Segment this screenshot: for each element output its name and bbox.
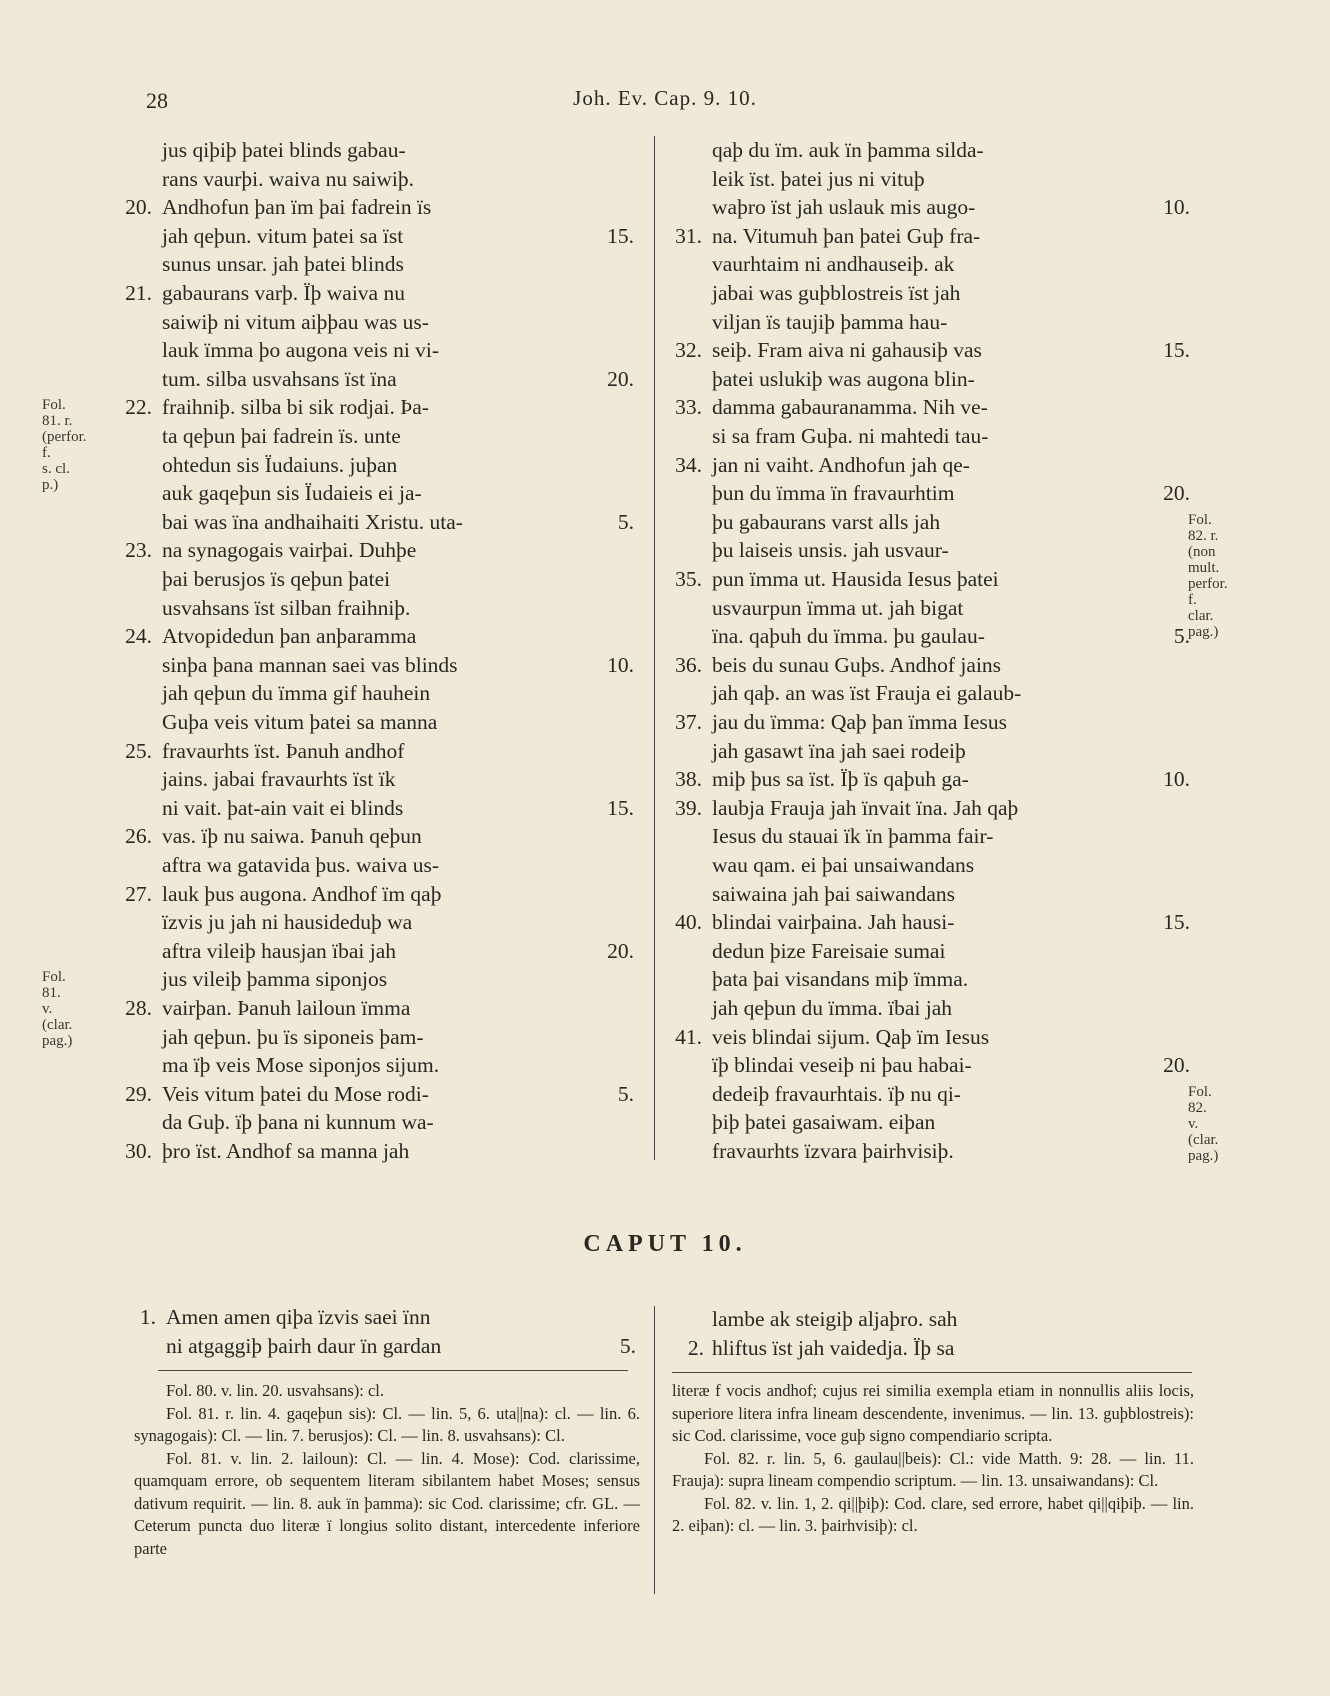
verse-number: 32. (675, 338, 702, 363)
text-line: ni vait. þat-ain vait ei blinds (162, 795, 404, 820)
text-line: damma gabauranamma. Nih ve- (712, 395, 988, 420)
text-line: viljan ïs taujiþ þamma hau- (712, 309, 948, 334)
text-line: ïþ blindai veseiþ ni þau habai- (712, 1053, 972, 1078)
line-number: 20. (1163, 1053, 1190, 1078)
text-line: þatei uslukiþ was augona blin- (712, 366, 975, 391)
line-number: 15. (607, 223, 634, 248)
verse-number: 39. (675, 795, 702, 820)
text-line: dedeiþ fravaurhtais. ïþ nu qi- (712, 1081, 961, 1106)
text-line: þu gabaurans varst alls jah (712, 509, 941, 534)
text-line: ïna. qaþuh du ïmma. þu gaulau- (712, 624, 985, 649)
line-number: 20. (607, 366, 634, 391)
line-number: 15. (1163, 910, 1190, 935)
verse-number: 34. (675, 452, 702, 477)
text-line: miþ þus sa ïst. Ïþ ïs qaþuh ga- (712, 767, 969, 792)
text-line: aftra vileiþ hausjan ïbai jah (162, 938, 397, 963)
text-line: qaþ du ïm. auk ïn þamma silda- (712, 138, 984, 162)
text-line: þata þai visandans miþ ïmma. (712, 967, 969, 992)
text-line: ohtedun sis Ïudaiuns. juþan (162, 452, 398, 477)
text-line: wau qam. ei þai unsaiwandans (712, 853, 975, 877)
text-line: þun du ïmma ïn fravaurhtim (712, 481, 955, 506)
line-number: 20. (607, 938, 634, 963)
line-number: 20. (1163, 481, 1190, 506)
text-line: þiþ þatei gasaiwam. eiþan (712, 1110, 936, 1135)
text-line: jus qiþiþ þatei blinds gabau- (162, 138, 406, 162)
text-line: usvaurpun ïmma ut. jah bigat (712, 595, 964, 620)
apparatus-note: Fol. 82. v. lin. 1, 2. qi||þiþ): Cod. clare, sed errore, habet qi||qiþiþ. — lin. 2. eiþan): cl. — lin. 3. þairhvisiþ): cl. (672, 1493, 1194, 1535)
text-line: jabai was guþblostreis ïst jah (712, 281, 961, 305)
lower-column-divider (654, 1306, 655, 1594)
line-number: 5. (617, 1081, 634, 1106)
verse-number: 25. (125, 738, 152, 763)
text-line: blindai vairþaina. Jah hausi- (712, 910, 955, 935)
verse-number: 36. (675, 652, 702, 677)
verse-number: 22. (125, 395, 152, 420)
text-line: jains. jabai fravaurhts ïst ïk (162, 767, 396, 792)
notes-rule-right (672, 1372, 1192, 1373)
text-line: saiwiþ ni vitum aiþþau was us- (162, 309, 429, 334)
verse-number: 30. (125, 1139, 152, 1163)
text-line: aftra wa gatavida þus. waiva us- (162, 853, 440, 877)
text-line: fravaurhts ïzvara þairhvisiþ. (712, 1139, 954, 1163)
verse-number: 40. (675, 910, 702, 935)
text-line: Iesus du stauai ïk ïn þamma fair- (712, 824, 994, 849)
text-line: þai berusjos ïs qeþun þatei (162, 567, 391, 591)
text-line: Veis vitum þatei du Mose rodi- (162, 1081, 429, 1106)
text-line: tum. silba usvahsans ïst ïna (162, 366, 397, 391)
running-head: Joh. Ev. Cap. 9. 10. (573, 86, 757, 110)
text-line: Andhofun þan ïm þai fadrein ïs (162, 195, 432, 220)
verse-number: 26. (125, 824, 152, 849)
text-line: fravaurhts ïst. Þanuh andhof (162, 738, 405, 763)
text-line: lauk þus augona. Andhof ïm qaþ (162, 881, 442, 906)
text-line: sunus unsar. jah þatei blinds (162, 252, 404, 277)
text-line: Atvopidedun þan anþaramma (162, 624, 417, 649)
verse-number: 37. (675, 710, 702, 734)
text-line: rans vaurþi. waiva nu saiwiþ. (162, 166, 414, 191)
text-line: na. Vitumuh þan þatei Guþ fra- (712, 223, 981, 248)
line-number: 10. (607, 652, 634, 677)
folio-note: Fol. 81. v. (clar. pag.) (42, 969, 73, 1050)
verse-number: 35. (675, 567, 702, 591)
chapter-heading: CAPUT 10. (583, 1231, 747, 1257)
verse-number: 24. (125, 624, 152, 649)
text-line: jus vileiþ þamma siponjos (162, 967, 388, 992)
text-line: Guþa veis vitum þatei sa manna (162, 710, 438, 734)
verse-number: 27. (125, 881, 152, 906)
text-line: lauk ïmma þo augona veis ni vi- (162, 338, 440, 363)
verse-number: 21. (125, 281, 152, 305)
text-line: dedun þize Fareisaie sumai (712, 938, 946, 963)
line-number: 15. (607, 795, 634, 820)
text-line: jah qeþun. þu ïs siponeis þam- (162, 1024, 424, 1049)
text-line: veis blindai sijum. Qaþ ïm Iesus (712, 1024, 990, 1049)
notes-left (134, 1380, 640, 1560)
apparatus-note: Fol. 80. v. lin. 20. usvahsans): cl. (166, 1381, 385, 1400)
notes-right (672, 1380, 1194, 1538)
text-line: ni atgaggiþ þairh daur ïn gardan (166, 1333, 442, 1358)
text-line: lambe ak steigiþ aljaþro. sah (712, 1307, 958, 1331)
text-line: auk gaqeþun sis Ïudaieis ei ja- (162, 481, 422, 506)
verse-number: 38. (675, 767, 702, 792)
verse-number: 1. (139, 1305, 156, 1329)
text-line: vaurhtaim ni andhauseiþ. ak (712, 252, 955, 277)
page-number: 28 (146, 88, 168, 113)
text-line: jan ni vaiht. Andhofun jah qe- (712, 452, 970, 477)
line-number: 15. (1163, 338, 1190, 363)
text-line: beis du sunau Guþs. Andhof jains (712, 652, 1002, 677)
verse-number: 31. (675, 223, 702, 248)
text-line: ma ïþ veis Mose siponjos sijum. (162, 1053, 440, 1078)
text-line: bai was ïna andhaihaiti Xristu. uta- (162, 509, 463, 534)
text-line: pun ïmma ut. Hausida Iesus þatei (712, 567, 999, 591)
text-line: vas. ïþ nu saiwa. Þanuh qeþun (162, 824, 422, 849)
text-line: þro ïst. Andhof sa manna jah (162, 1139, 410, 1163)
line-number: 10. (1163, 767, 1190, 792)
verse-number: 29. (125, 1081, 152, 1106)
verse-number: 20. (125, 195, 152, 220)
text-line: laubja Frauja jah ïnvait ïna. Jah qaþ (712, 795, 1019, 820)
verse-number: 33. (675, 395, 702, 420)
verse-number: 28. (125, 996, 152, 1020)
text-line: si sa fram Guþa. ni mahtedi tau- (712, 424, 989, 448)
text-line: usvahsans ïst silban fraihniþ. (162, 595, 411, 620)
text-line: þu laiseis unsis. jah usvaur- (712, 538, 949, 563)
column-divider (654, 136, 655, 1160)
verse-number: 41. (675, 1024, 702, 1049)
text-line: sinþa þana mannan saei vas blinds (162, 652, 458, 677)
folio-note: Fol. 81. r. (perfor. f. s. cl. p.) (42, 397, 87, 494)
text-line: gabaurans varþ. Ïþ waiva nu (162, 281, 405, 305)
notes-rule (158, 1370, 628, 1371)
folio-note: Fol. 82. r. (non mult. perfor. f. clar. pag.) (1188, 511, 1228, 640)
text-line: leik ïst. þatei jus ni vituþ (712, 166, 925, 191)
line-number: 5. (619, 1333, 636, 1358)
text-line: jah qeþun du ïmma gif hauhein (162, 681, 431, 706)
line-number: 5. (1173, 624, 1190, 649)
folio-note: Fol. 82. v. (clar. pag.) (1188, 1083, 1219, 1164)
verse-number: 23. (125, 538, 152, 563)
text-line: ïzvis ju jah ni hausideduþ wa (162, 910, 413, 935)
text-line: Amen amen qiþa ïzvis saei ïnn (166, 1305, 431, 1329)
text-line: jau du ïmma: Qaþ þan ïmma Iesus (712, 710, 1007, 734)
text-line: fraihniþ. silba bi sik rodjai. Þa- (162, 395, 429, 420)
text-line: hliftus ïst jah vaidedja. Ïþ sa (712, 1335, 955, 1360)
text-line: na synagogais vairþai. Duhþe (162, 538, 417, 563)
text-line: ta qeþun þai fadrein ïs. unte (162, 424, 401, 448)
text-line: vairþan. Þanuh lailoun ïmma (162, 996, 411, 1020)
verse-number: 2. (687, 1335, 704, 1360)
line-number: 5. (617, 509, 634, 534)
apparatus-note: Fol. 81. v. lin. 2. lailoun): Cl. — lin. 4. Mose): Cod. clarissime, quamquam errore, ob sequentem literam sibilantem habet Moses; sensus dativum requirit. — lin. 8. auk ïn þamma): sic Cod. clarissime; cfr. GL. — Ceterum puncta duo literæ ï longius solito distant, intercedente inferiore parte (134, 1448, 640, 1558)
text-line: jah gasawt ïna jah saei rodeiþ (712, 738, 966, 763)
text-line: jah qeþun du ïmma. ïbai jah (712, 996, 953, 1020)
apparatus-note: Fol. 82. r. lin. 5, 6. gaulau||beis): Cl.: vide Matth. 9: 28. — lin. 11. Frauja): supra lineam compendio scriptum. — lin. 13. unsaiwandans): Cl. (672, 1448, 1194, 1490)
text-line: saiwaina jah þai saiwandans (712, 881, 955, 906)
text-line: da Guþ. ïþ þana ni kunnum wa- (162, 1110, 434, 1135)
text-line: jah qaþ. an was ïst Frauja ei galaub- (712, 681, 1022, 706)
text-line: seiþ. Fram aiva ni gahausiþ vas (712, 338, 982, 363)
apparatus-note: Fol. 81. r. lin. 4. gaqeþun sis): Cl. — lin. 5, 6. uta||na): cl. — lin. 6. synagogais): Cl. — lin. 7. berusjos): Cl. — lin. 8. usvahsans): Cl. (134, 1403, 640, 1445)
text-line: jah qeþun. vitum þatei sa ïst (162, 223, 404, 248)
text-line: waþro ïst jah uslauk mis augo- (712, 195, 976, 220)
apparatus-note: literæ f vocis andhof; cujus rei similia exempla etiam in nonnullis aliis locis, superiore litera infra lineam descendente, invenimus. — lin. 13. guþblostreis): sic Cod. clarissime, voce guþ signo compendiario scripta. (672, 1381, 1194, 1445)
line-number: 10. (1163, 195, 1190, 220)
